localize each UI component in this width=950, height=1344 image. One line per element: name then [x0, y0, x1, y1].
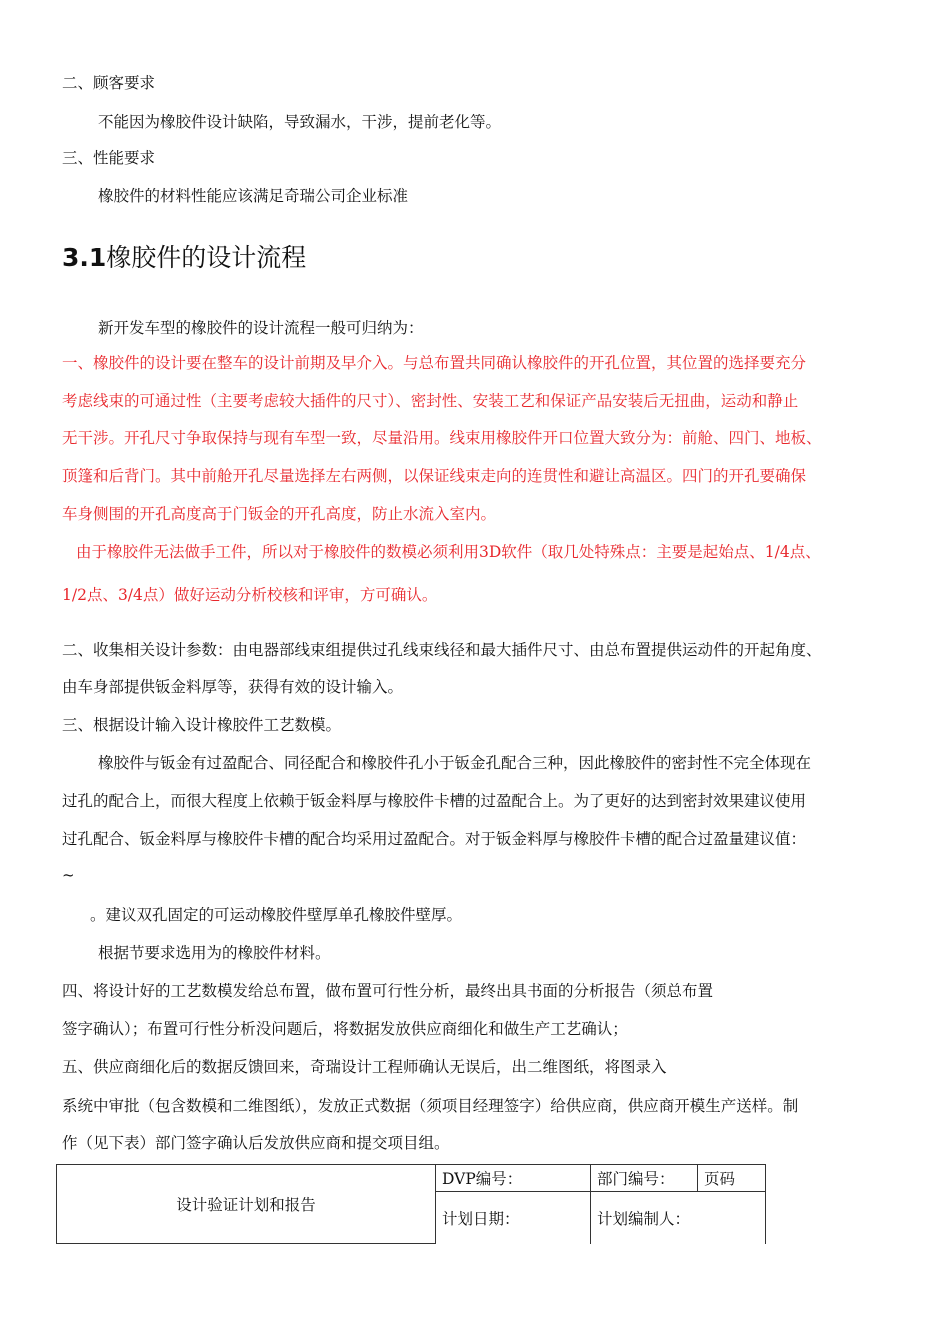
section-title: 橡胶件的设计流程: [106, 243, 307, 272]
step3-line: 过孔的配合上，而很大程度上依赖于钣金料厚与橡胶件卡槽的过盈配合上。为了更好的达到密封效果建议使用: [62, 792, 807, 810]
page-label: 页码: [704, 1170, 736, 1188]
tilde-mark: ~: [62, 866, 75, 884]
form-title: 设计验证计划和报告: [176, 1196, 316, 1214]
step1-line: 由于橡胶件无法做手工件，所以对于橡胶件的数模必须利用3D软件（取几处特殊点：主要是起始点、1/4点、: [76, 543, 821, 561]
step5-line: 系统中审批（包含数模和二维图纸），发放正式数据（须项目经理签字）给供应商，供应商开模生产送样。制: [62, 1097, 799, 1115]
step1-line: 无干涉。开孔尺寸争取保持与现有车型一致，尽量沿用。线束用橡胶件开口位置大致分为：前舱、四门、地板、: [62, 429, 822, 447]
step3-note: 。建议双孔固定的可运动橡胶件壁厚单孔橡胶件壁厚。: [90, 906, 463, 924]
section-heading: [62, 242, 306, 274]
step3-heading: 三、根据设计输入设计橡胶件工艺数模。: [62, 716, 342, 734]
step1-line: 考虑线束的可通过性（主要考虑较大插件的尺寸）、密封性、安装工艺和保证产品安装后无扭曲，运动和静止: [62, 392, 799, 410]
step4-line: 四、将设计好的工艺数模发给总布置，做布置可行性分析，最终出具书面的分析报告（须总布置: [62, 982, 714, 1000]
planner-label: 计划编制人：: [597, 1209, 691, 1228]
customer-requirements-heading: 二、顾客要求: [62, 74, 156, 92]
performance-requirements-text: 橡胶件的材料性能应该满足奇瑞公司企业标准: [98, 187, 409, 205]
dvp-form-table: [56, 1164, 766, 1244]
step3-line: 橡胶件与钣金有过盈配合、同径配合和橡胶件孔小于钣金孔配合三种，因此橡胶件的密封性不完全体现在: [98, 754, 812, 772]
customer-requirements-text: 不能因为橡胶件设计缺陷，导致漏水，干涉，提前老化等。: [98, 113, 502, 131]
step5-line: 五、供应商细化后的数据反馈回来，奇瑞设计工程师确认无误后，出二维图纸，将图录入: [62, 1058, 667, 1076]
step1-line: 1/2点、3/4点）做好运动分析校核和评审，方可确认。: [62, 586, 438, 604]
step4-line: 签字确认）；布置可行性分析没问题后，将数据发放供应商细化和做生产工艺确认；: [62, 1020, 628, 1038]
step1-line: 一、橡胶件的设计要在整车的设计前期及早介入。与总布置共同确认橡胶件的开孔位置，其位置的选择要充分: [62, 354, 807, 372]
form-title-cell: [57, 1165, 436, 1244]
step3-line: 过孔配合、钣金料厚与橡胶件卡槽的配合均采用过盈配合。对于钣金料厚与橡胶件卡槽的配合过盈量建议值：: [62, 830, 807, 848]
step2-line: 由车身部提供钣金料厚等，获得有效的设计输入。: [62, 678, 404, 696]
planner-cell: [591, 1192, 766, 1244]
dept-number-cell: [591, 1165, 698, 1192]
dvp-number-cell: [436, 1165, 591, 1192]
dept-number-label: 部门编号：: [597, 1170, 675, 1188]
plan-date-cell: [436, 1192, 591, 1244]
step3-note: 根据节要求选用为的橡胶件材料。: [98, 944, 331, 962]
performance-requirements-heading: 三、性能要求: [62, 149, 156, 167]
page-cell: [698, 1165, 766, 1192]
section-number: 3.1: [62, 243, 107, 272]
dvp-number-label: DVP编号：: [442, 1170, 523, 1188]
step1-line: 车身侧围的开孔高度高于门钣金的开孔高度，防止水流入室内。: [62, 505, 497, 523]
step2-line: 二、收集相关设计参数：由电器部线束组提供过孔线束线径和最大插件尺寸、由总布置提供运动件的开起角度、: [62, 641, 822, 659]
step5-line: 作（见下表）部门签字确认后发放供应商和提交项目组。: [62, 1134, 450, 1152]
intro-paragraph: 新开发车型的橡胶件的设计流程一般可归纳为：: [98, 319, 424, 337]
step1-line: 顶篷和后背门。其中前舱开孔尽量选择左右两侧，以保证线束走向的连贯性和避让高温区。四门的开孔要确保: [62, 467, 807, 485]
plan-date-label: 计划日期：: [442, 1209, 520, 1228]
